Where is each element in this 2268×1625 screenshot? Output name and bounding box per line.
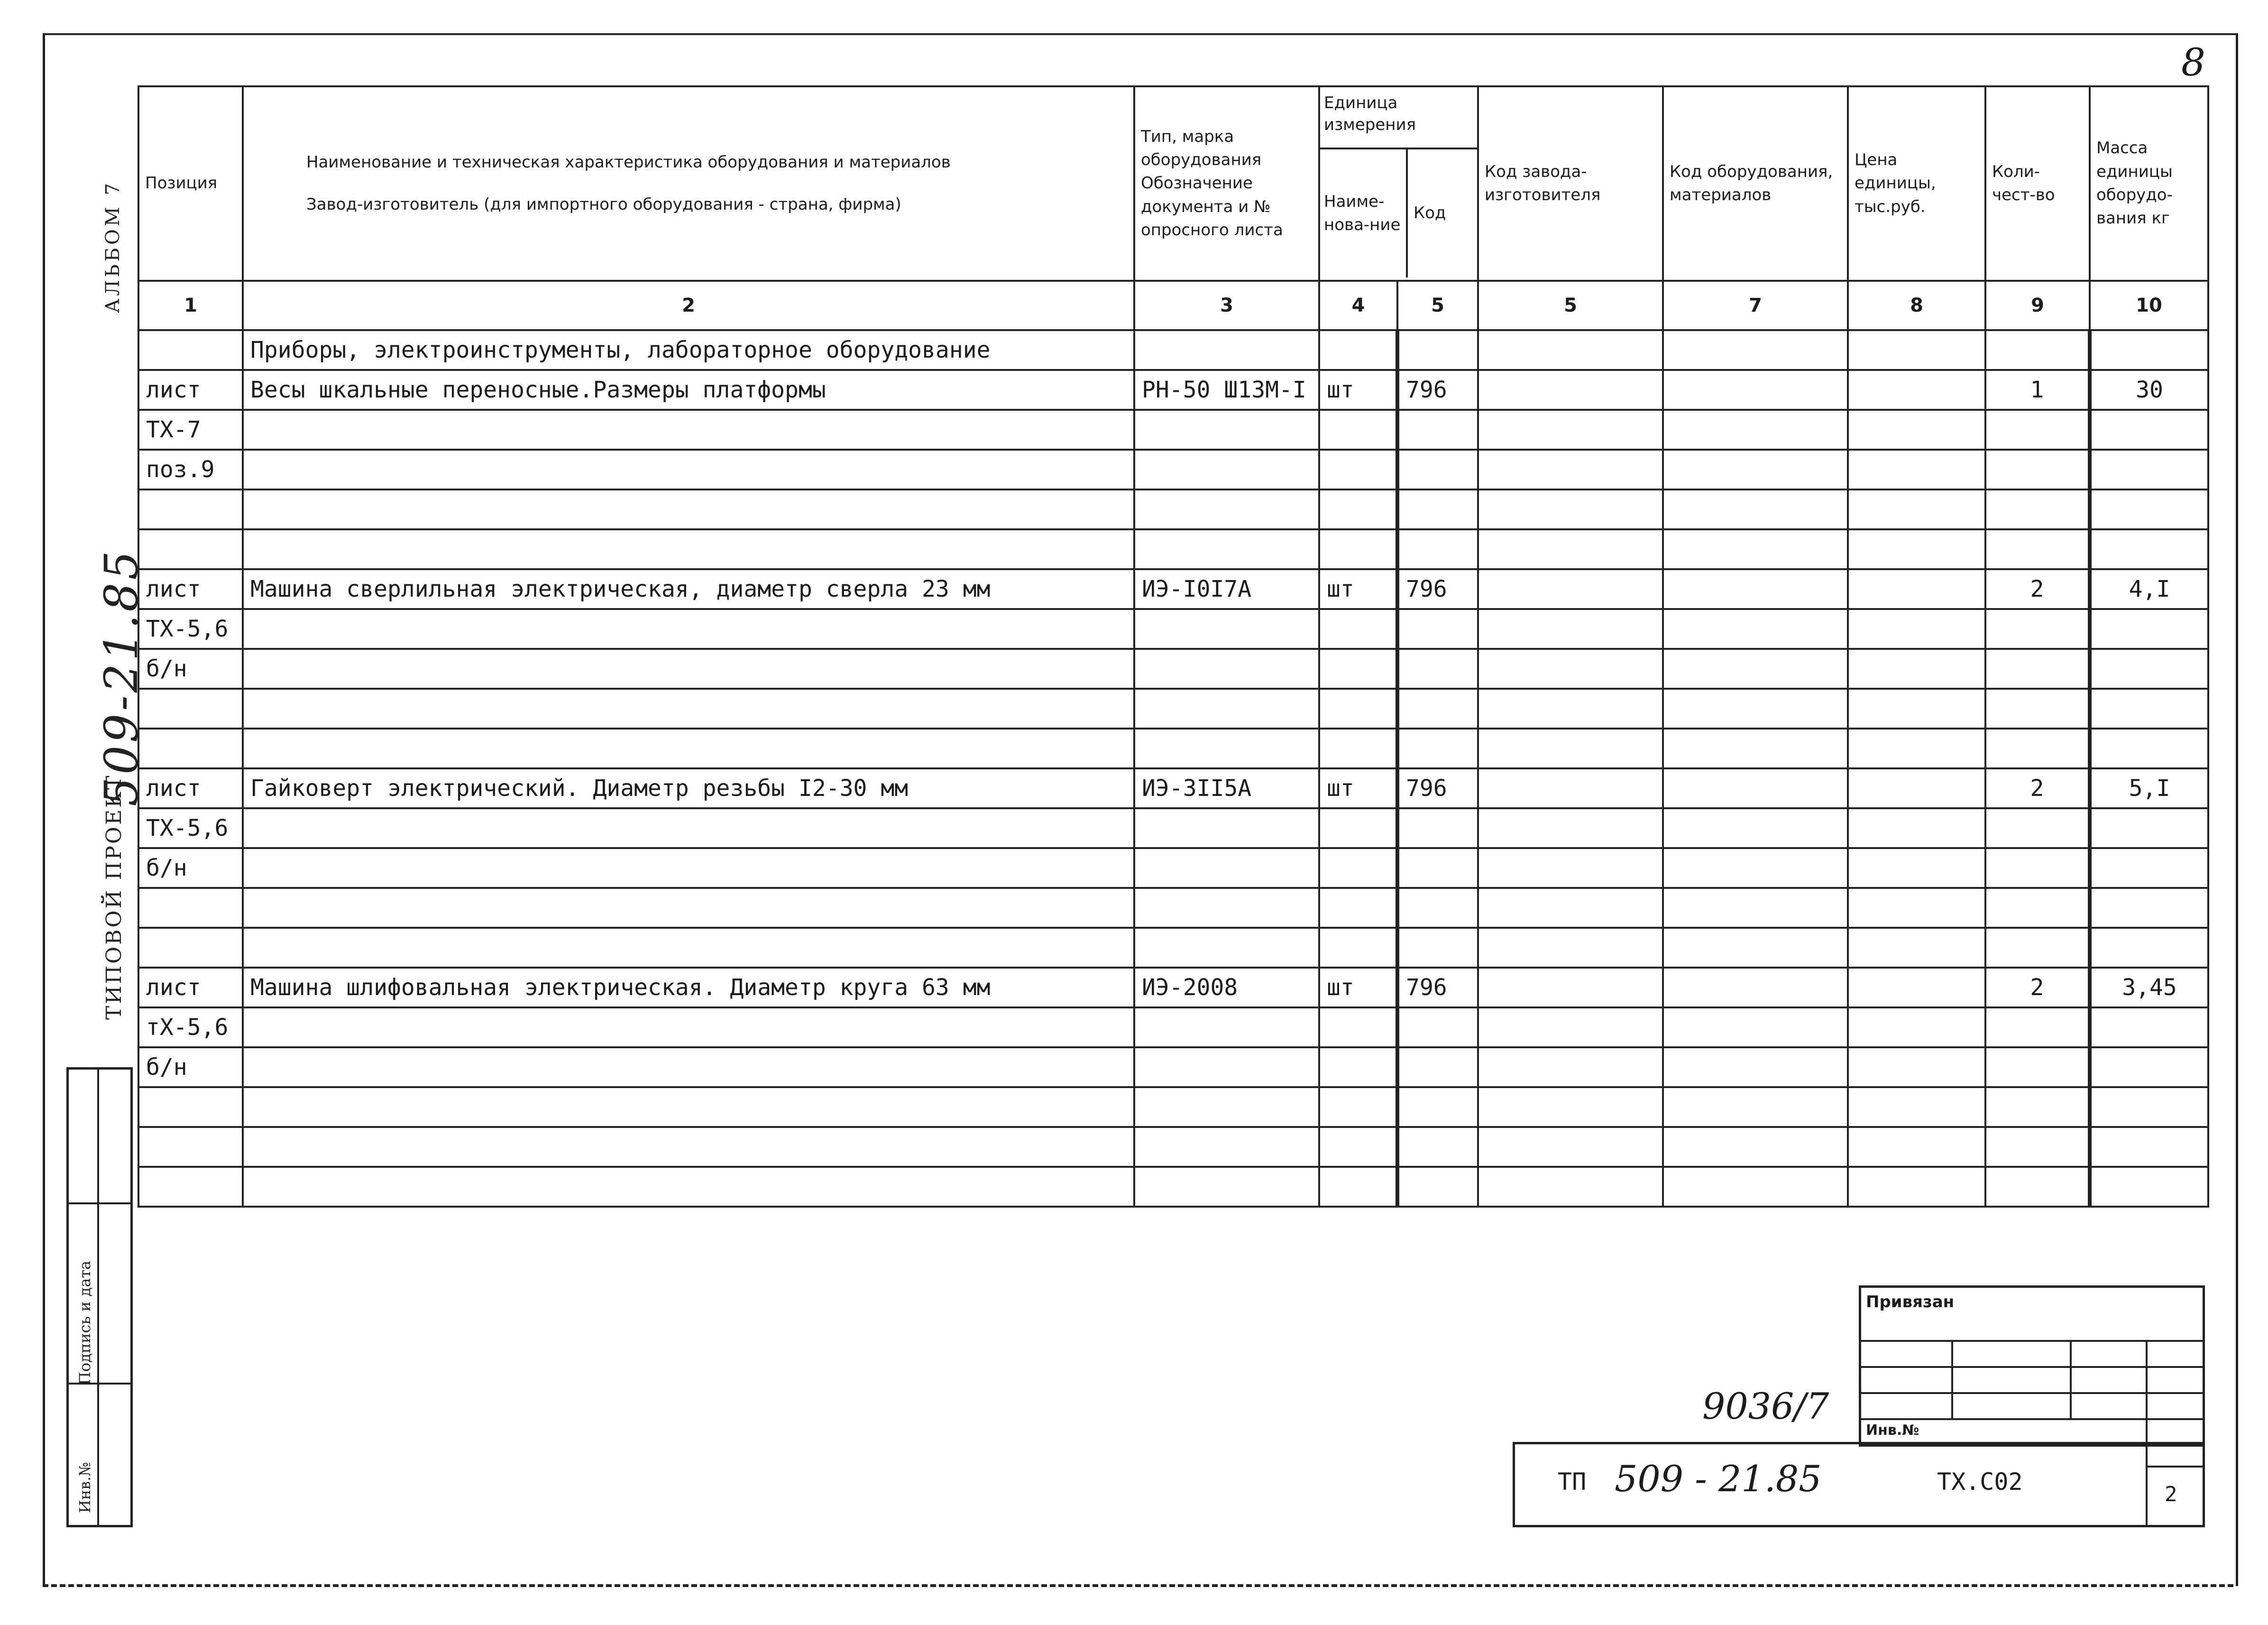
table-cell [1478,1127,1663,1167]
table-cell [1985,729,2090,768]
table-cell [1478,529,1663,569]
table-cell [1397,1007,1478,1047]
table-row [138,1127,2208,1167]
table-cell [243,649,1134,689]
table-cell: б/н [138,1047,243,1087]
table-cell [2090,1167,2208,1207]
table-row [138,888,2208,928]
table-cell [1478,489,1663,529]
table-cell [1985,330,2090,370]
header-name-line1: Наименование и техническая характеристика оборудования и материалов [306,152,951,172]
table-cell [1663,1167,1848,1207]
table-cell: ТХ-5,6 [138,609,243,649]
table-cell [1663,489,1848,529]
table-cell: 1 [1985,370,2090,410]
table-row [138,330,2208,370]
table-cell [1134,808,1319,848]
table-cell [1478,609,1663,649]
table-cell [2090,1127,2208,1167]
table-cell [1134,1047,1319,1087]
header-unit [1319,86,1478,281]
table-row [138,808,2208,848]
table-row [138,450,2208,489]
table-cell: Весы шкальные переносные.Размеры платформы [243,370,1134,410]
table-cell [138,1087,243,1127]
table-cell [1319,410,1397,450]
table-cell [1663,888,1848,928]
table-cell [1134,529,1319,569]
table-cell [2090,609,2208,649]
table-row [138,1007,2208,1047]
table-cell [243,848,1134,888]
table-cell [1848,848,1985,888]
table-cell [1985,1007,2090,1047]
table-cell [1848,450,1985,489]
colnum: 8 [1848,281,1985,330]
table-cell [1985,888,2090,928]
table-cell: тХ-5,6 [138,1007,243,1047]
table-cell: 796 [1397,768,1478,808]
table-cell [1319,808,1397,848]
privyazan-label: Привязан [1866,1293,1955,1311]
table-cell [1663,1087,1848,1127]
album-label: АЛЬБОМ 7 [102,180,124,313]
table-cell: шт [1319,968,1397,1007]
table-cell [1478,569,1663,609]
table-cell [1848,1127,1985,1167]
table-cell [1848,1167,1985,1207]
table-cell [1478,808,1663,848]
table-cell [1134,1007,1319,1047]
table-cell [1319,1047,1397,1087]
table-row [138,848,2208,888]
column-number-row [138,281,2208,330]
table-cell [1397,330,1478,370]
table-row [138,489,2208,529]
table-cell [1478,410,1663,450]
table-cell [1985,928,2090,968]
table-row [138,689,2208,729]
table-cell: 5,I [2090,768,2208,808]
signature-date-label: Подпись и дата [76,1260,94,1385]
table-row [138,609,2208,649]
table-row [138,569,2208,609]
table-cell [243,888,1134,928]
table-cell [1319,529,1397,569]
table-cell [1319,928,1397,968]
table-cell [243,808,1134,848]
table-cell [1848,330,1985,370]
table-cell [1134,450,1319,489]
table-cell [1848,569,1985,609]
table-cell [1663,370,1848,410]
table-cell [1985,649,2090,689]
table-cell [138,928,243,968]
privyazan-block [1859,1285,2205,1447]
table-cell: Машина шлифовальная электрическая. Диаметр круга 63 мм [243,968,1134,1007]
table-cell [1985,489,2090,529]
table-cell [243,1127,1134,1167]
table-cell [1397,928,1478,968]
table-cell [1985,808,2090,848]
colnum: 3 [1134,281,1319,330]
table-cell [1663,928,1848,968]
table-row [138,410,2208,450]
table-cell [1663,729,1848,768]
header-position: Позиция [138,86,243,281]
table-cell [1663,410,1848,450]
table-cell [1848,609,1985,649]
table-cell [1319,1167,1397,1207]
table-row [138,729,2208,768]
table-cell [1985,609,2090,649]
table-row [138,1087,2208,1127]
header-quantity: Коли-чест-во [1985,86,2090,281]
table-cell [1319,1007,1397,1047]
colnum: 10 [2090,281,2208,330]
table-cell [2090,529,2208,569]
header-equipment-code: Код оборудования, материалов [1663,86,1848,281]
table-cell [1134,1167,1319,1207]
header-name-line2: Завод-изготовитель (для импортного оборудования - страна, фирма) [306,195,901,214]
table-cell [2090,1047,2208,1087]
table-cell [243,689,1134,729]
table-cell [2090,1007,2208,1047]
table-cell: шт [1319,370,1397,410]
header-price: Цена единицы, тыс.руб. [1848,86,1985,281]
table-cell: 30 [2090,370,2208,410]
table-cell [1319,649,1397,689]
table-cell [1663,1127,1848,1167]
table-cell [1848,689,1985,729]
table-cell: 3,45 [2090,968,2208,1007]
handwritten-number: 9036/7 [1702,1385,1829,1427]
table-cell [1397,1167,1478,1207]
table-row [138,1047,2208,1087]
table-cell [1663,649,1848,689]
table-cell [1319,1087,1397,1127]
table-cell: лист [138,370,243,410]
table-cell [2090,489,2208,529]
sheet-number: 2 [2165,1482,2177,1506]
table-cell [243,928,1134,968]
colnum: 9 [1985,281,2090,330]
table-cell [2090,450,2208,489]
colnum: 7 [1663,281,1848,330]
table-cell [1397,450,1478,489]
table-cell [243,410,1134,450]
table-cell: б/н [138,848,243,888]
table-cell: ИЭ-I0I7А [1134,569,1319,609]
table-cell [1985,1127,2090,1167]
table-cell [1848,1047,1985,1087]
table-cell: поз.9 [138,450,243,489]
table-cell [1848,888,1985,928]
table-cell [2090,649,2208,689]
table-cell [1985,848,2090,888]
table-cell [1848,928,1985,968]
table-cell [138,529,243,569]
table-cell [1478,1007,1663,1047]
table-cell [138,1127,243,1167]
table-row [138,1167,2208,1207]
table-cell [1663,968,1848,1007]
table-cell [1848,968,1985,1007]
table-cell [1319,609,1397,649]
table-cell [1397,808,1478,848]
table-cell [243,450,1134,489]
table-cell [1985,689,2090,729]
table-cell [1848,1087,1985,1127]
colnum: 4 [1319,281,1397,330]
header-unit-name: Наиме-нова-ние [1320,149,1408,277]
table-cell [1985,1167,2090,1207]
table-cell [1663,330,1848,370]
table-cell [138,729,243,768]
table-cell [1134,848,1319,888]
table-cell [243,1007,1134,1047]
table-cell [1397,888,1478,928]
table-cell [1663,1047,1848,1087]
table-cell: Приборы, электроинструменты, лабораторное оборудование [243,330,1134,370]
table-cell [1397,529,1478,569]
table-cell [1134,1127,1319,1167]
table-cell [138,689,243,729]
table-cell [2090,808,2208,848]
table-cell [1319,888,1397,928]
table-cell [1663,529,1848,569]
table-cell [243,1047,1134,1087]
table-cell: Гайковерт электрический. Диаметр резьбы I2-30 мм [243,768,1134,808]
project-code-handwritten: 509-21.85 [95,548,148,806]
table-cell [1478,689,1663,729]
inv-no-side-label: Инв.№ [76,1462,94,1513]
table-cell [243,489,1134,529]
table-cell [1478,768,1663,808]
table-cell: 4,I [2090,569,2208,609]
table-cell [1319,848,1397,888]
table-cell [1478,370,1663,410]
colnum: 1 [138,281,243,330]
table-cell [1478,330,1663,370]
table-cell [1134,928,1319,968]
table-cell: 2 [1985,569,2090,609]
table-cell: 796 [1397,370,1478,410]
table-cell [1319,729,1397,768]
table-cell [1985,410,2090,450]
table-cell [1663,808,1848,848]
table-cell [1663,689,1848,729]
table-cell [1478,450,1663,489]
table-cell [1134,330,1319,370]
table-cell [1848,1007,1985,1047]
table-cell: 2 [1985,968,2090,1007]
table-row [138,529,2208,569]
table-cell [243,1167,1134,1207]
header-row [138,86,2208,281]
table-cell [243,609,1134,649]
table-cell [1134,410,1319,450]
table-cell: лист [138,569,243,609]
table-cell [1319,1127,1397,1167]
table-cell: 796 [1397,968,1478,1007]
table-cell [1397,1087,1478,1127]
header-unit-code: Код [1414,203,1446,223]
table-cell [1848,410,1985,450]
table-cell [138,1167,243,1207]
table-cell [1985,1047,2090,1087]
table-cell [1478,968,1663,1007]
table-cell [2090,928,2208,968]
table-cell [1478,729,1663,768]
table-cell [1397,489,1478,529]
table-row [138,370,2208,410]
table-cell [1848,808,1985,848]
table-cell [2090,888,2208,928]
table-row [138,649,2208,689]
table-cell [1319,330,1397,370]
table-cell [1478,1047,1663,1087]
table-cell [1478,848,1663,888]
table-cell [1319,489,1397,529]
table-cell [1134,649,1319,689]
equipment-table [138,85,2209,1208]
doc-code: ТХ.С02 [1937,1468,2023,1496]
header-name [243,86,1134,281]
table-cell [1848,529,1985,569]
table-cell [1397,729,1478,768]
title-block [1513,1442,2205,1527]
table-cell [2090,330,2208,370]
table-cell: 796 [1397,569,1478,609]
table-cell [1663,848,1848,888]
table-cell [1134,729,1319,768]
table-cell [1663,609,1848,649]
table-cell [1397,1127,1478,1167]
table-cell [1663,1007,1848,1047]
table-cell [138,888,243,928]
table-cell [1478,1087,1663,1127]
header-factory-code: Код завода-изготовителя [1478,86,1663,281]
table-cell [1397,609,1478,649]
table-cell: ТХ-7 [138,410,243,450]
tp-label: ТП [1558,1468,1587,1496]
table-row [138,928,2208,968]
table-cell [1319,689,1397,729]
table-cell: шт [1319,569,1397,609]
table-cell: лист [138,768,243,808]
table-cell: шт [1319,768,1397,808]
table-cell: лист [138,968,243,1007]
colnum: 5 [1478,281,1663,330]
table-cell [138,330,243,370]
table-cell [1985,1087,2090,1127]
table-cell [1134,489,1319,529]
table-cell [2090,1087,2208,1127]
header-type: Тип, марка оборудования Обозначение документа и № опросного листа [1134,86,1319,281]
table-cell [1397,848,1478,888]
table-cell: ИЭ-3II5А [1134,768,1319,808]
colnum: 2 [243,281,1134,330]
table-cell [1134,1087,1319,1127]
table-cell [1397,689,1478,729]
table-row [138,968,2208,1007]
table-cell [1478,1167,1663,1207]
table-cell: РН-50 Ш13М-I [1134,370,1319,410]
table-cell [1848,489,1985,529]
table-cell [1848,729,1985,768]
table-cell: ИЭ-2008 [1134,968,1319,1007]
table-cell [1397,410,1478,450]
table-cell [1134,888,1319,928]
table-cell [1319,450,1397,489]
header-mass: Масса единицы оборудо-вания кг [2090,86,2208,281]
table-cell [1663,450,1848,489]
table-cell [1848,370,1985,410]
table-cell [1134,609,1319,649]
table-cell [1985,450,2090,489]
table-cell: б/н [138,649,243,689]
tp-code-handwritten: 509 - 21.85 [1615,1458,1822,1500]
table-cell [1478,928,1663,968]
table-cell [2090,689,2208,729]
table-row [138,768,2208,808]
colnum: 5 [1397,281,1478,330]
table-cell [243,1087,1134,1127]
table-cell [1848,768,1985,808]
table-cell [1663,569,1848,609]
table-cell [1848,649,1985,689]
table-cell [1478,649,1663,689]
page-number: 8 [2181,40,2205,84]
table-cell [1478,888,1663,928]
table-cell: Машина сверлильная электрическая, диаметр сверла 23 мм [243,569,1134,609]
table-cell [2090,410,2208,450]
table-cell [2090,848,2208,888]
table-cell: ТХ-5,6 [138,808,243,848]
table-cell [1397,1047,1478,1087]
table-cell [1663,768,1848,808]
table-cell [243,729,1134,768]
table-cell [2090,729,2208,768]
table-cell [243,529,1134,569]
table-cell [1397,649,1478,689]
table-cell [1134,689,1319,729]
header-unit-title: Единица измерения [1320,90,1477,149]
dashed-border [43,1584,2233,1587]
typical-project-label: ТИПОВОЙ ПРОЕКТ [102,774,126,1020]
stamp-inv-label: Инв.№ [1866,1422,1919,1439]
table-cell [1985,529,2090,569]
table-cell [138,489,243,529]
table-cell: 2 [1985,768,2090,808]
